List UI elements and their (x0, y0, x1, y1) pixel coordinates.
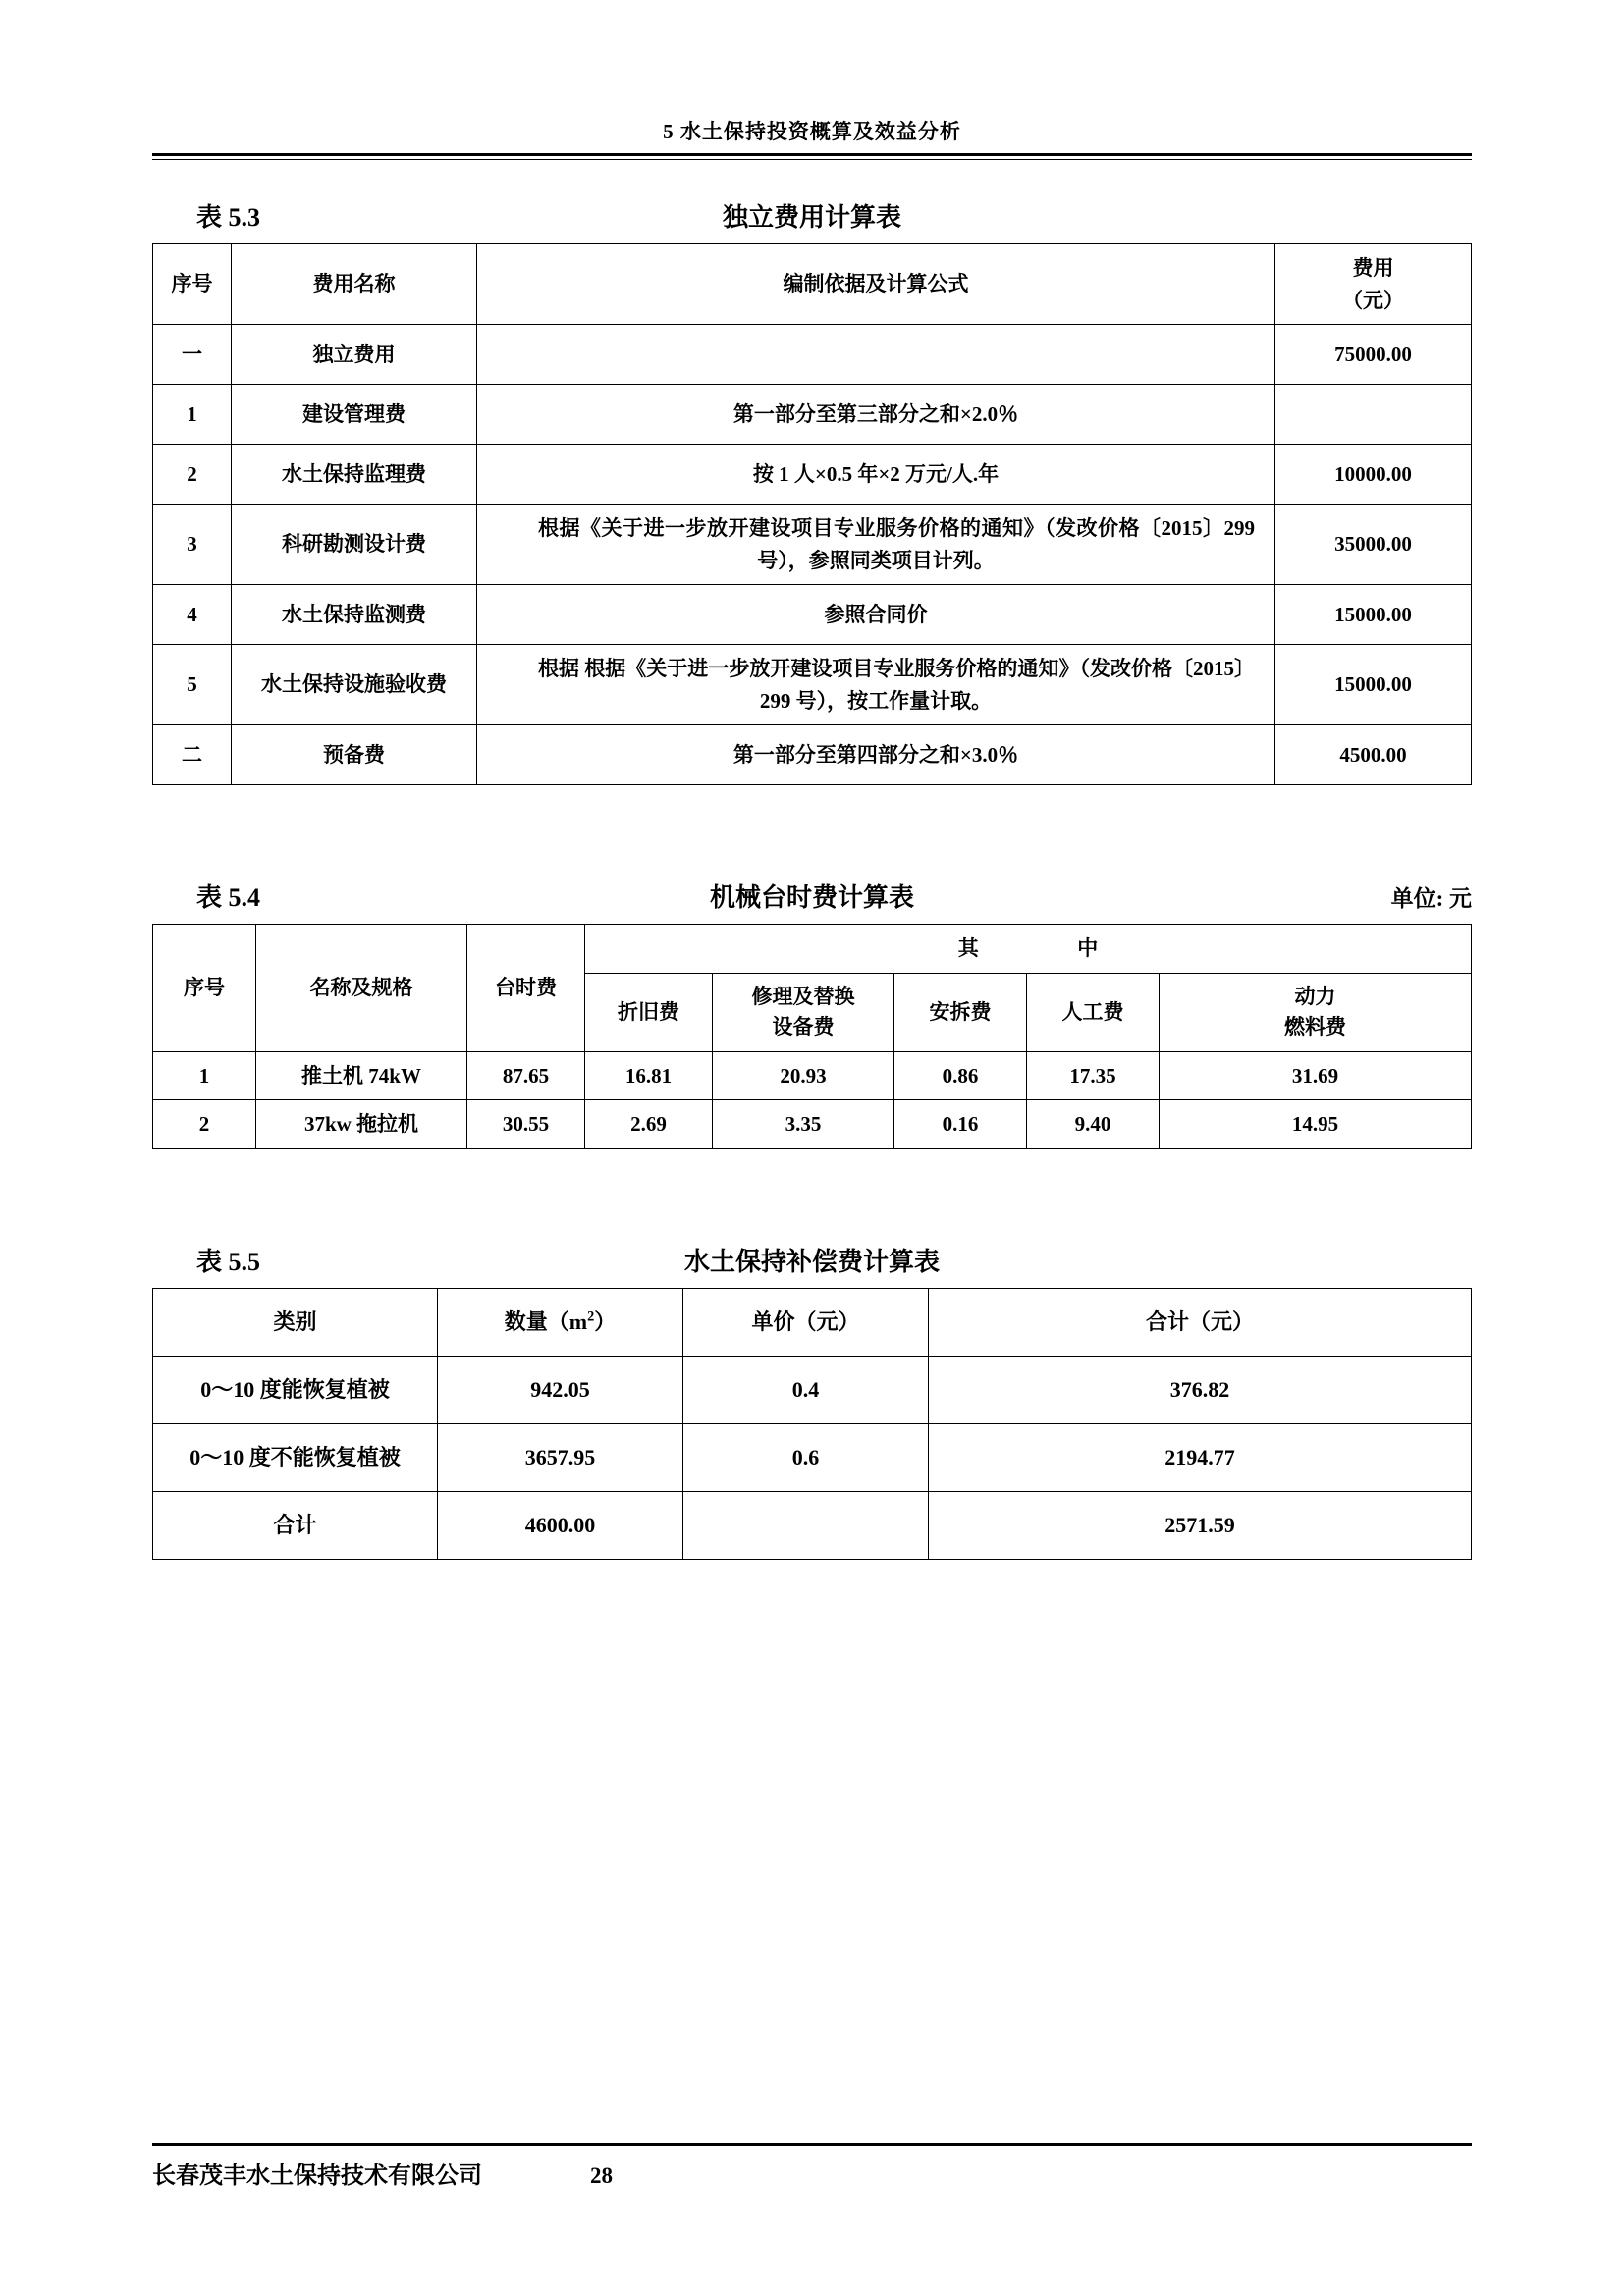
running-title: 5 水土保持投资概算及效益分析 (663, 120, 961, 143)
th-power-fuel (1160, 973, 1472, 1051)
cell-category: 0～10 度不能恢复植被 (153, 1423, 438, 1491)
th-repair-line2: 设备费 (772, 1015, 835, 1040)
th-install: 安拆费 (894, 973, 1027, 1051)
th-seq: 序号 (153, 244, 232, 325)
th-group-among (585, 925, 1472, 974)
table-55-number: 表 5.5 (196, 1247, 261, 1276)
cell-repair: 20.93 (713, 1051, 894, 1100)
th-name-spec: 名称及规格 (256, 925, 467, 1052)
th-category: 类别 (153, 1288, 438, 1356)
table-row (153, 445, 1472, 505)
cell-seq: 2 (153, 445, 232, 505)
th-group-right: 中 (1077, 936, 1099, 961)
th-fee (1275, 244, 1472, 325)
th-quantity-sup: 2 (587, 1308, 595, 1325)
spacer (152, 1149, 1472, 1204)
cell-install: 0.16 (894, 1100, 1027, 1149)
cell-name: 水土保持监理费 (232, 445, 477, 505)
table-row (153, 244, 1472, 325)
cell-hourly: 87.65 (467, 1051, 585, 1100)
table-53-caption (152, 197, 1472, 234)
cell-seq: 4 (153, 585, 232, 645)
cell-name: 独立费用 (232, 325, 477, 385)
cell-fee: 75000.00 (1275, 325, 1472, 385)
cell-fee: 4500.00 (1275, 725, 1472, 785)
th-hourly-fee: 台时费 (467, 925, 585, 1052)
th-seq: 序号 (153, 925, 256, 1052)
th-total: 合计（元） (929, 1288, 1472, 1356)
th-repair-line1: 修理及替换 (751, 984, 855, 1008)
cell-depreciation: 16.81 (585, 1051, 713, 1100)
cell-quantity: 942.05 (438, 1356, 683, 1423)
table-54-caption (152, 878, 1472, 914)
table-54-number: 表 5.4 (196, 883, 261, 913)
cell-labor: 17.35 (1027, 1051, 1160, 1100)
cell-seq: 5 (153, 645, 232, 725)
cell-repair: 3.35 (713, 1100, 894, 1149)
cell-price: 0.6 (683, 1423, 929, 1491)
cell-formula: 参照合同价 (477, 585, 1275, 645)
th-power-line1: 动力 (1294, 984, 1336, 1008)
th-quantity (438, 1288, 683, 1356)
th-repair-replace (713, 973, 894, 1051)
th-formula: 编制依据及计算公式 (477, 244, 1275, 325)
th-group-left: 其 (957, 936, 979, 961)
th-fee-line2: （元） (1342, 288, 1404, 312)
cell-seq: 2 (153, 1100, 256, 1149)
page-footer (152, 2143, 1472, 2190)
table-row (153, 385, 1472, 445)
th-power-line2: 燃料费 (1284, 1015, 1346, 1040)
table-row (153, 1491, 1472, 1559)
cell-fee: 35000.00 (1275, 505, 1472, 585)
table-machinery-hourly-cost (152, 924, 1472, 1149)
th-quantity-post: ） (594, 1308, 617, 1334)
cell-name: 37kw 拖拉机 (256, 1100, 467, 1149)
cell-name: 预备费 (232, 725, 477, 785)
cell-seq: 一 (153, 325, 232, 385)
cell-hourly: 30.55 (467, 1100, 585, 1149)
table-independent-cost (152, 243, 1472, 785)
cell-name: 推土机 74kW (256, 1051, 467, 1100)
th-fee-line1: 费用 (1352, 256, 1394, 280)
page-header (152, 0, 1472, 145)
cell-fee: 15000.00 (1275, 585, 1472, 645)
table-row (153, 505, 1472, 585)
table-53-number: 表 5.3 (196, 203, 261, 232)
cell-price: 0.4 (683, 1356, 929, 1423)
th-quantity-pre: 数量（m (504, 1308, 588, 1334)
cell-seq: 1 (153, 385, 232, 445)
cell-price (683, 1491, 929, 1559)
table-row (153, 325, 1472, 385)
cell-fee: 10000.00 (1275, 445, 1472, 505)
cell-category: 合计 (153, 1491, 438, 1559)
table-54-unit: 单位: 元 (1390, 886, 1472, 912)
table-row (153, 1100, 1472, 1149)
table-soil-compensation-fee (152, 1288, 1472, 1560)
cell-name: 水土保持设施验收费 (232, 645, 477, 725)
cell-seq: 1 (153, 1051, 256, 1100)
cell-seq: 二 (153, 725, 232, 785)
cell-fee: 15000.00 (1275, 645, 1472, 725)
cell-depreciation: 2.69 (585, 1100, 713, 1149)
table-row (153, 725, 1472, 785)
cell-install: 0.86 (894, 1051, 1027, 1100)
cell-formula: 第一部分至第三部分之和×2.0％ (477, 385, 1275, 445)
cell-formula (477, 325, 1275, 385)
cell-power: 14.95 (1160, 1100, 1472, 1149)
cell-formula: 根据《关于进一步放开建设项目专业服务价格的通知》（发改价格〔2015〕299 号），参照同类项目计列。 (477, 505, 1275, 585)
table-row (153, 645, 1472, 725)
cell-fee (1275, 385, 1472, 445)
footer-company: 长春茂丰水土保持技术有限公司 (152, 2163, 482, 2189)
th-cost-name: 费用名称 (232, 244, 477, 325)
cell-quantity: 4600.00 (438, 1491, 683, 1559)
th-depreciation: 折旧费 (585, 973, 713, 1051)
table-row (153, 1356, 1472, 1423)
cell-quantity: 3657.95 (438, 1423, 683, 1491)
table-row (153, 585, 1472, 645)
cell-labor: 9.40 (1027, 1100, 1160, 1149)
table-row (153, 1051, 1472, 1100)
cell-seq: 3 (153, 505, 232, 585)
table-row (153, 1423, 1472, 1491)
th-unit-price: 单价（元） (683, 1288, 929, 1356)
cell-name: 科研勘测设计费 (232, 505, 477, 585)
cell-total: 376.82 (929, 1356, 1472, 1423)
page-number: 28 (590, 2163, 613, 2188)
table-row (153, 1288, 1472, 1356)
table-55-title: 水土保持补偿费计算表 (683, 1247, 940, 1276)
table-53-title: 独立费用计算表 (722, 203, 901, 232)
cell-formula: 根据 根据《关于进一步放开建设项目专业服务价格的通知》（发改价格〔2015〕299 号），按工作量计取。 (477, 645, 1275, 725)
footer-divider (152, 2143, 1472, 2146)
cell-formula: 按 1 人×0.5 年×2 万元/人.年 (477, 445, 1275, 505)
cell-power: 31.69 (1160, 1051, 1472, 1100)
spacer (152, 785, 1472, 840)
table-54-title: 机械台时费计算表 (709, 883, 914, 913)
cell-total: 2571.59 (929, 1491, 1472, 1559)
table-row (153, 925, 1472, 974)
cell-total: 2194.77 (929, 1423, 1472, 1491)
table-55-caption (152, 1242, 1472, 1278)
cell-formula: 第一部分至第四部分之和×3.0％ (477, 725, 1275, 785)
cell-name: 水土保持监测费 (232, 585, 477, 645)
th-labor: 人工费 (1027, 973, 1160, 1051)
cell-category: 0～10 度能恢复植被 (153, 1356, 438, 1423)
cell-name: 建设管理费 (232, 385, 477, 445)
header-divider (152, 153, 1472, 160)
